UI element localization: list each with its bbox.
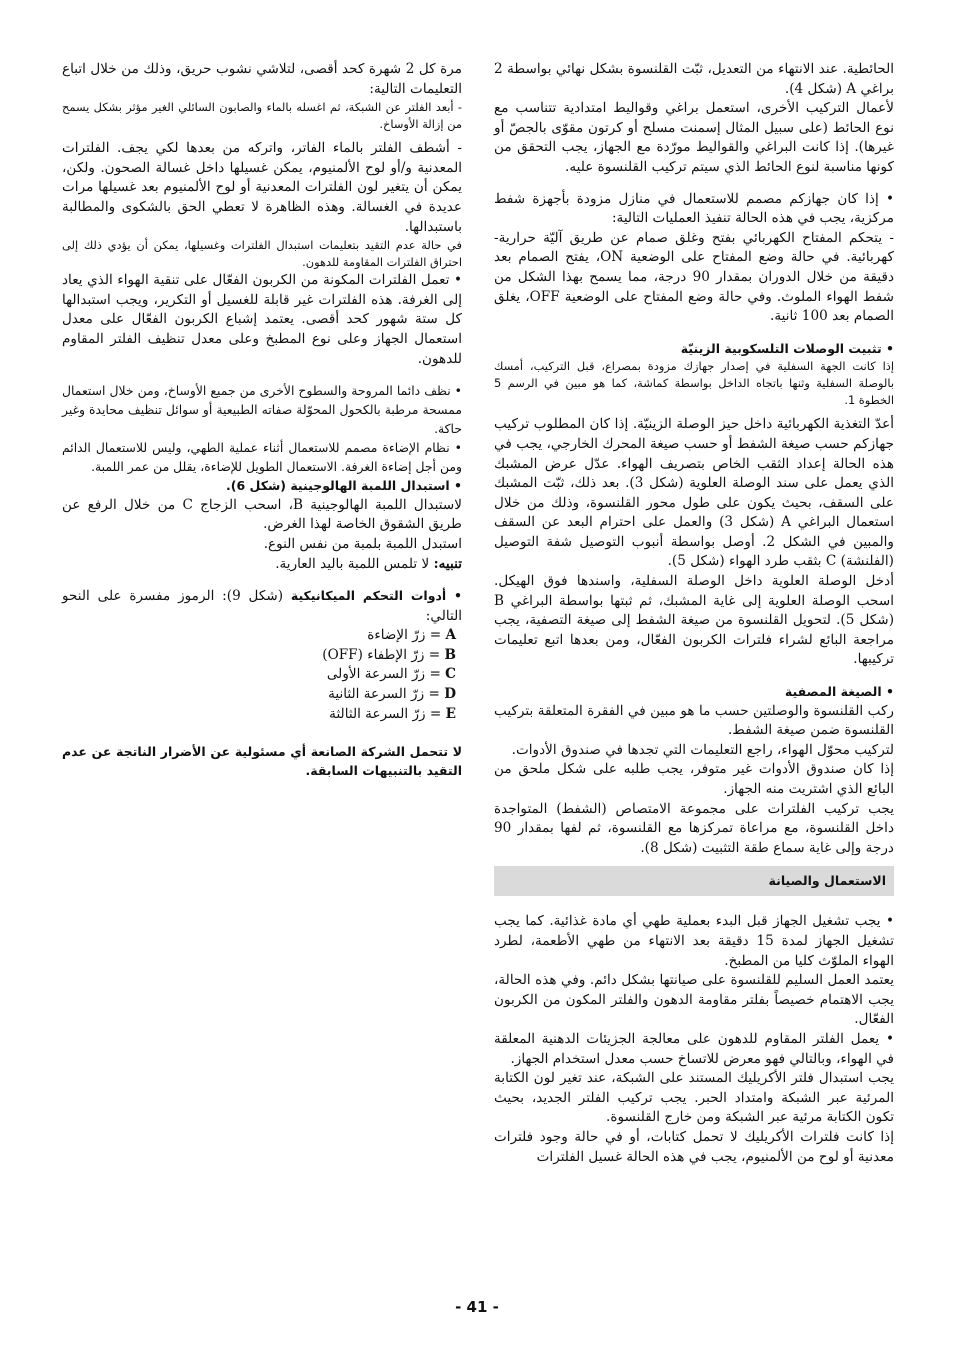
controls-intro — [62, 586, 462, 626]
warning-label: تنبيه: — [433, 555, 462, 572]
section-heading: • استبدال اللمبة الهالوجينية (شكل 6). — [226, 478, 462, 494]
legend-key: E — [445, 705, 456, 722]
paragraph: استبدل اللمبة بلمبة من نفس النوع. — [263, 535, 462, 552]
paragraph: • نظف دائما المروحة والسطوح الأخرى من جميع الأوساخ، ومن خلال استعمال ممسحة مرطبة بالكحول المحوّلة صفاته الطبيعية أو سوائل تنظيف محايدة وغير حاكة. — [62, 383, 462, 437]
paragraph: - يتحكم المفتاح الكهربائي بفتح وغلق صمام عن طريق آليّة حرارية-كهربائية. في حالة وضع المفتاح على الوضعية ON، يفتح الصمام بعد دقيقة من خلال الدوران بمقدار 90 درجة، مما يسمح بهذا الشكل من شفط الهواء الملوث. وفي حالة وضع المفتاح على الوضعية OFF، يغلق الصمام بعد 100 ثانية. — [494, 229, 895, 325]
warning-line — [62, 555, 462, 575]
legend-text: = زرّ الإضاءة — [367, 627, 446, 644]
legend-item — [62, 685, 462, 705]
disclaimer: لا تتحمل الشركة الصانعة أي مسئولية عن الأضرار الناتجة عن عدم التقيد بالتنبيهات السابقة. — [62, 744, 462, 779]
paragraph: • يجب تشغيل الجهاز قبل البدء بعملية طهي أي مادة غذائية. كما يجب تشغيل الجهاز لمدة 15 دقيقة بعد الانتهاء من طهي الأطعمة، لطرد الهواء الملوّث كليا من المطبخ. — [494, 913, 894, 969]
legend-key: A — [445, 627, 456, 644]
legend-text: = زرّ السرعة الأولى — [326, 666, 446, 683]
paragraph: مرة كل 2 شهرة كحد أقصى، لتلاشي نشوب حريق، وذلك من خلال اتباع التعليمات التالية: — [62, 61, 462, 97]
legend-text: = زرّ الإطفاء (OFF) — [322, 646, 445, 663]
note-paragraph: - أبعد الفلتر عن الشبكة، ثم اغسله بالماء والصابون السائلي الغير مؤثر بشكل يسمح من إزالة الأوساخ. — [62, 100, 462, 132]
right-column — [494, 60, 894, 1167]
legend-text: = زرّ السرعة الثانية — [328, 686, 445, 703]
section-heading: • أدوات التحكم الميكانيكية — [290, 588, 463, 604]
controls-legend — [62, 626, 462, 724]
paragraph: إذا كان صندوق الأدوات غير متوفر، يجب طلبه على شكل ملحق من البائع الذي اشتريت منه الجهاز. — [494, 761, 894, 797]
controls-text: (شكل 9): الرموز مفسرة على النحو التالي: — [62, 588, 462, 624]
legend-item — [62, 626, 462, 646]
section-title-bar: الاستعمال والصيانة — [494, 866, 894, 896]
note-paragraph: إذا كانت الجهة السفلية في إصدار جهازك مزودة بمصراع، قبل التركيب، أمسك بالوصلة السفلية وثنها باتجاه الداخل بواسطة كماشة، كما هو مبين في الرسم 5 الخطوة 1. — [494, 359, 894, 408]
note-paragraph: في حالة عدم التقيد بتعليمات استبدال الفلترات وغسيلها، يمكن أن يؤدي ذلك إلى احتراق الفلترات المقاومة للدهون. — [62, 238, 462, 270]
left-column — [62, 60, 462, 780]
paragraph: • تعمل الفلترات المكونة من الكربون الفعّال على تنقية الهواء الذي يعاد إلى الغرفة. هذه الفلترات غير قابلة للغسيل أو التكرير، ويجب استبدالها كل ستة شهور كحد أقصى. يعتمد إشباع الكربون الفعّال على معدل استعمال الجهاز وعلى نوع المطبخ وعلى معدل تنظيف الفلتر المقاوم للدهون. — [62, 272, 462, 367]
paragraph: لاستبدال اللمبة الهالوجينية B، اسحب الزجاج C من خلال الرفع عن طريق الشقوق الخاصة لهذا الغرض. — [62, 496, 462, 533]
warning-text: لا تلمس اللمبة باليد العارية. — [275, 555, 434, 572]
paragraph: أعدّ التغذية الكهربائية داخل حيز الوصلة الزينيّة. إذا كان المطلوب تركيب جهازكم حسب صيغة الشفط أو حسب صيغة المحرك الخارجي، يجب في هذه الحالة إعداد الثقب الخاص بتصريف الهواء. عدّل عرض المشبك الذي يعمل على سند الوصلة العلوية (شكل 3). بعد ذلك، ثبّت المشبك على السقف، بحيث يكون على طول محور القلنسوة، وذلك من خلال استعمال البراغي A (شكل 3) والعمل على احترام البعد عن السقف والمبين في الشكل 2. أوصل بواسطة أنبوب التوصيل شفة التوصيل (الفلنشة) C بثقب طرد الهواء (شكل 5). — [494, 416, 894, 570]
paragraph: لأعمال التركيب الأخرى، استعمل براغي وقواليط امتدادية تتناسب مع نوع الحائط (على سبيل المثال إسمنت مسلح أو كرتون مقوّى بالجصّ أو غيرها). إذا كانت البراغي والقواليط مورّدة مع الجهاز، يجب التحقق من كونها مناسبة لنوع الحائط الذي سيتم تركيب القلنسوة عليه. — [494, 100, 894, 175]
paragraph: لتركيب محوّل الهواء، راجع التعليمات التي تجدها في صندوق الأدوات. — [511, 741, 894, 758]
legend-key: B — [444, 646, 456, 663]
paragraph: يعتمد العمل السليم للقلنسوة على صيانتها بشكل دائم. وفي هذه الحالة، يجب الاهتمام خصيصاً بفلتر مقاومة الدهون والفلتر المكون من الكربون الفعّال. — [494, 972, 894, 1028]
paragraph: يجب تركيب الفلترات على مجموعة الامتصاص (الشفط) المتواجدة داخل القلنسوة، مع مراعاة تمركزها مع القلنسوة، ثم لفها بمقدار 90 درجة وإلى غاية سماع طقة التثبيت (شكل 8). — [494, 800, 894, 856]
paragraph: • نظام الإضاءة مصمم للاستعمال أثناء عملية الطهي، وليس للاستعمال الدائم ومن أجل إضاءة الغرفة. الاستعمال الطويل للإضاءة، يقلل من عمر اللمبة. — [62, 440, 462, 475]
legend-key: D — [444, 686, 456, 703]
paragraph: يجب استبدال فلتر الأكريليك المستند على الشبكة، عند تغير لون الكتابة المرئية عبر الشبكة وامتداد الحبر. يجب تركيب الفلتر الجديد، بحيث تكون الكتابة مرئية عبر الشبكة ومن خارج القلنسوة. — [494, 1070, 894, 1126]
legend-key: C — [445, 666, 456, 683]
paragraph: • إذا كان جهازكم مصمم للاستعمال في منازل مزودة بأجهزة شفط مركزية، يجب في هذه الحالة تنفيذ العمليات التالية: — [494, 190, 894, 227]
page-number: - 41 - — [455, 1298, 499, 1316]
paragraph: أدخل الوصلة العلوية داخل الوصلة السفلية، واسندها فوق الهيكل. اسحب الوصلة العلوية إلى غاية المشبك، ثم ثبتها بواسطة البراغي B (شكل 5). لتحويل القلنسوة من صيغة الشفط إلى صيغة التصفية، يجب مراجعة البائع لشراء فلترات الكربون الفعّال، ومن بعدها اتبع تعليمات تركيبها. — [494, 573, 894, 668]
legend-item — [62, 665, 462, 685]
paragraph: - أشطف الفلتر بالماء الفاتر، واتركه من بعدها لكي يجف. الفلترات المعدنية و/أو لوح الألمنيوم، يمكن غسيلها داخل غسالة الصحون. ولكن، يمكن أن يتغير لون الفلترات المعدنية أو لوح الألمنيوم بعد غسيلها مرات عديدة في الغسالة. وهذه الظاهرة لا تعطي الحق بالشكوى والمطالبة باستبدالها. — [62, 140, 462, 235]
section-heading: • الصيغة المصفية — [784, 684, 894, 700]
legend-text: = زرّ السرعة الثالثة — [329, 705, 446, 722]
paragraph: إذا كانت فلترات الأكريليك لا تحمل كتابات، أو في حالة وجود فلترات معدنية أو لوح من الألمنيوم، يجب في هذه الحالة غسيل الفلترات — [494, 1128, 894, 1165]
paragraph: ركب القلنسوة والوصلتين حسب ما هو مبين في الفقرة المتعلقة بتركيب القلنسوة ضمن صيغة الشفط. — [494, 702, 894, 739]
legend-item — [62, 646, 462, 666]
section-heading: • تثبيت الوصلات التلسكوبية الزينيّة — [680, 340, 894, 356]
paragraph: • يعمل الفلتر المقاوم للدهون على معالجة الجزيئات الدهنية المعلقة في الهواء، وبالتالي فهو معرض للاتساخ حسب معدل استخدام الجهاز. — [494, 1030, 894, 1067]
legend-item — [62, 705, 462, 725]
paragraph: الحائطية. عند الانتهاء من التعديل، ثبّت القلنسوة بشكل نهائي بواسطة 2 براغي A (شكل 4). — [494, 61, 894, 97]
